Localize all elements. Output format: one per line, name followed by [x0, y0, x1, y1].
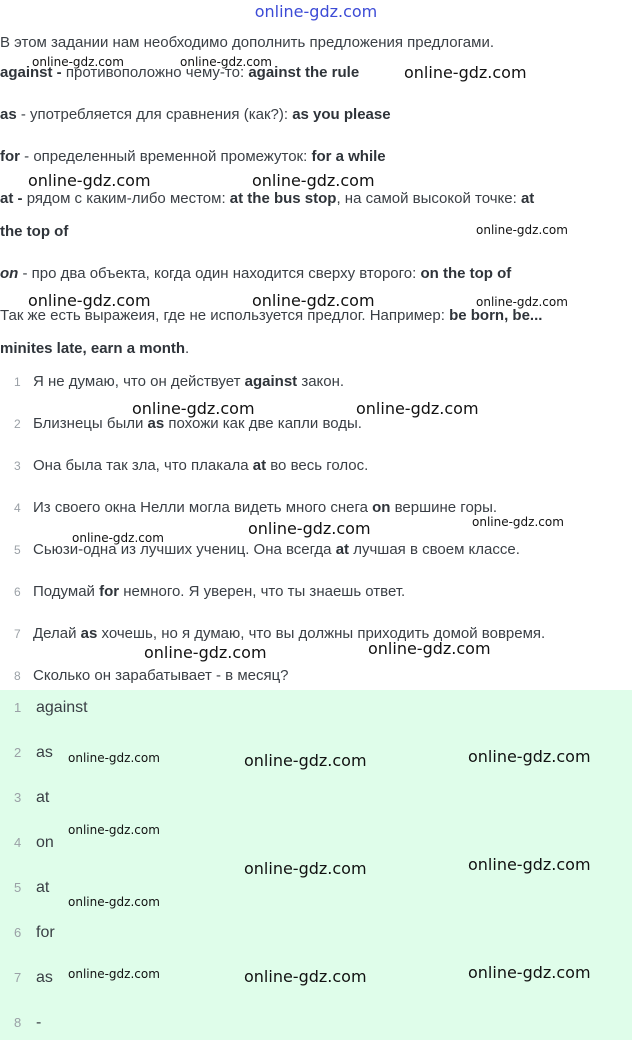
watermark: online-gdz.com	[180, 55, 272, 69]
rule-term: as	[0, 106, 17, 123]
answer-number: 5	[14, 880, 22, 895]
rule-text: употребляется для сравнения (как?):	[30, 106, 293, 123]
watermark: online-gdz.com	[68, 895, 160, 909]
rule-example: for a while	[311, 148, 386, 165]
watermark: online-gdz.com	[476, 295, 568, 309]
watermark: online-gdz.com	[68, 967, 160, 981]
list-item	[0, 370, 632, 394]
item-number: 2	[14, 417, 21, 431]
item-text-after: закон.	[297, 373, 345, 390]
rule-sep: -	[13, 190, 27, 207]
note-cont	[0, 338, 632, 360]
item-word: against	[244, 373, 298, 390]
watermark: online-gdz.com	[468, 855, 591, 874]
watermark: online-gdz.com	[72, 531, 164, 545]
answer-value: as	[36, 969, 53, 986]
watermark: online-gdz.com	[248, 519, 371, 538]
watermark: online-gdz.com	[404, 63, 527, 82]
site-header[interactable]: online-gdz.com	[254, 2, 378, 21]
watermark: online-gdz.com	[468, 963, 591, 982]
rule-sep: -	[52, 64, 66, 81]
item-number: 1	[14, 375, 21, 389]
answer-value: against	[36, 699, 88, 716]
rule-term: at	[0, 190, 14, 207]
watermark: online-gdz.com	[252, 291, 375, 310]
watermark: online-gdz.com	[32, 55, 124, 69]
item-text-after: вершине горы.	[390, 499, 498, 516]
rule-text: противоположно чему-то:	[65, 64, 249, 81]
item-number: 7	[14, 627, 21, 641]
watermark: online-gdz.com	[132, 399, 255, 418]
rule-term: for	[0, 148, 20, 165]
rule-text: про два объекта, когда один находится сверху второго:	[31, 265, 421, 282]
watermark: online-gdz.com	[244, 751, 367, 770]
answer-number: 7	[14, 970, 22, 985]
list-item	[0, 412, 632, 436]
watermark: online-gdz.com	[68, 751, 160, 765]
answer-value: -	[36, 1014, 42, 1031]
item-word: on	[372, 499, 391, 516]
item-text-before: Сьюзи-одна из лучших учениц. Она всегда	[33, 541, 336, 558]
item-text-after: немного. Я уверен, что ты знаешь ответ.	[119, 583, 406, 600]
list-item	[0, 622, 632, 646]
item-text-before: Близнецы были	[33, 415, 148, 432]
watermark: online-gdz.com	[68, 823, 160, 837]
rule-text: определенный временной промежуток:	[33, 148, 312, 165]
answer-row	[0, 786, 632, 810]
answer-number: 4	[14, 835, 22, 850]
watermark: online-gdz.com	[368, 639, 491, 658]
rule-sep: -	[18, 265, 32, 282]
answer-value: on	[36, 834, 54, 851]
item-text-before: Делай	[33, 625, 81, 642]
watermark: online-gdz.com	[144, 643, 267, 662]
intro-text: В этом задании нам необходимо дополнить предложения предлогами.	[0, 34, 494, 51]
rule-example: as you please	[292, 106, 391, 123]
item-text-after: похожи как две капли воды.	[164, 415, 362, 432]
answer-number: 2	[14, 745, 22, 760]
note-example-b: minites late, earn a month	[0, 340, 186, 357]
item-number: 4	[14, 501, 21, 515]
item-number: 3	[14, 459, 21, 473]
rule-example: at the bus stop	[229, 190, 337, 207]
watermark: online-gdz.com	[252, 171, 375, 190]
rule-sep: -	[16, 106, 31, 123]
item-text-before: Сколько он зарабатывает - в месяц?	[33, 667, 289, 684]
note-end: .	[185, 340, 190, 357]
answer-row	[0, 696, 632, 720]
rule-example: against the rule	[248, 64, 360, 81]
item-text-after: лучшая в своем классе.	[349, 541, 520, 558]
answer-row	[0, 921, 632, 945]
item-text-before: Я не думаю, что он действует	[33, 373, 245, 390]
item-text-after: во весь голос.	[266, 457, 369, 474]
watermark: online-gdz.com	[472, 515, 564, 529]
answer-row	[0, 1011, 632, 1035]
answer-number: 6	[14, 925, 22, 940]
answer-number: 1	[14, 700, 22, 715]
answer-number: 8	[14, 1015, 22, 1030]
item-number: 5	[14, 543, 21, 557]
list-item	[0, 664, 632, 688]
item-word: at	[252, 457, 267, 474]
rule-sep: -	[20, 148, 34, 165]
answer-value: for	[36, 924, 55, 941]
rule-example: on the top of	[420, 265, 512, 282]
list-item	[0, 580, 632, 604]
list-item	[0, 454, 632, 478]
rule-text: рядом с каким-либо местом:	[26, 190, 230, 207]
rule-term: against	[0, 64, 53, 81]
answer-value: at	[36, 789, 50, 806]
watermark: online-gdz.com	[28, 291, 151, 310]
note-text: Так же есть выражеия, где не используется предлог. Например:	[0, 307, 450, 324]
rule-at	[0, 188, 632, 210]
rule-term: on	[0, 265, 19, 282]
item-number: 6	[14, 585, 21, 599]
item-word: as	[147, 415, 165, 432]
item-text-before: Подумай	[33, 583, 100, 600]
answer-number: 3	[14, 790, 22, 805]
answer-value: at	[36, 879, 50, 896]
rule-text-2: , на самой высокой точке:	[336, 190, 521, 207]
watermark: online-gdz.com	[468, 747, 591, 766]
rule-on	[0, 263, 632, 285]
rule-example-2b: the top of	[0, 223, 69, 240]
note-example-a: be born, be...	[449, 307, 543, 324]
item-word: for	[99, 583, 120, 600]
rule-as	[0, 104, 632, 126]
watermark: online-gdz.com	[356, 399, 479, 418]
watermark: online-gdz.com	[244, 859, 367, 878]
watermark: online-gdz.com	[476, 223, 568, 237]
item-word: at	[335, 541, 350, 558]
item-text-after: хочешь, но я думаю, что вы должны приходить домой вовремя.	[97, 625, 546, 642]
item-text-before: Из своего окна Нелли могла видеть много снега	[33, 499, 373, 516]
item-word: as	[80, 625, 98, 642]
item-number: 8	[14, 669, 21, 683]
watermark: online-gdz.com	[244, 967, 367, 986]
rule-example-2a: at	[520, 190, 535, 207]
item-text-before: Она была так зла, что плакала	[33, 457, 253, 474]
rule-for	[0, 146, 632, 168]
watermark: online-gdz.com	[28, 171, 151, 190]
answer-value: as	[36, 744, 53, 761]
